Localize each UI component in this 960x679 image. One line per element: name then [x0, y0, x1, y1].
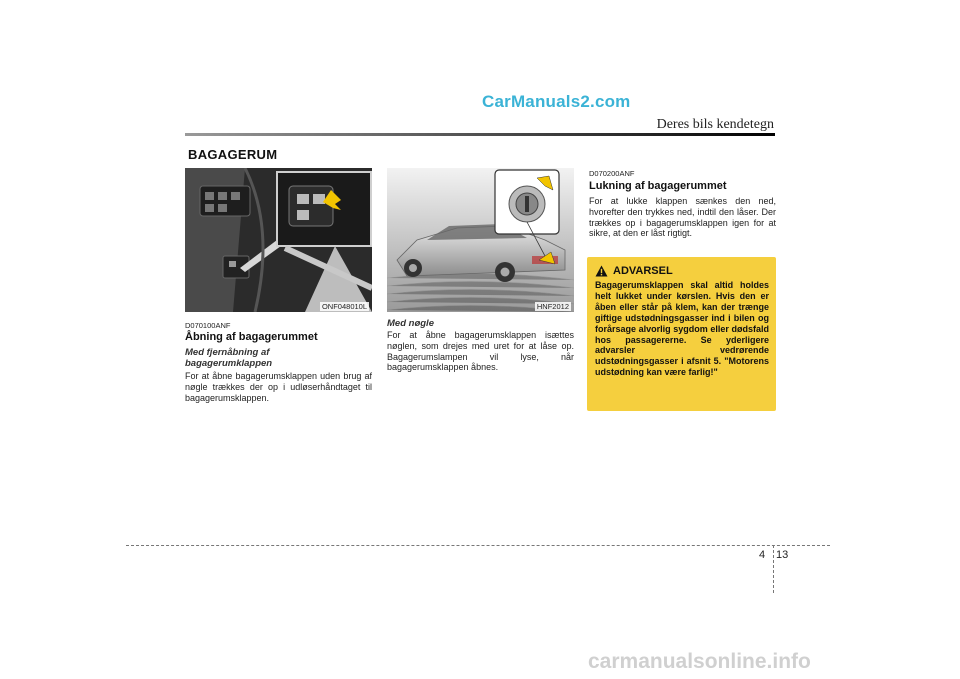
photo-door-release — [185, 168, 372, 312]
chapter-number: 4 — [759, 549, 766, 561]
section-title: BAGAGERUM — [188, 147, 278, 162]
warning-text: Bagagerumsklappen skal altid holdes helt lukket under kørslen. Hvis den er åben eller står på klem, kan der trænge giftige udstødningsgasser ind i bilen og forårsage alvorlig sygdom eller dødsfald hos passagererne. Se yderligere advarsler vedrørende udstødningsgasser i afsnit 5. "Motorens udstødning kan være farlig!" — [595, 280, 769, 378]
photo-car-key — [387, 168, 574, 312]
heading-closing: Lukning af bagagerummet — [589, 180, 727, 192]
body-closing: For at lukke klappen sænkes den ned, hvorefter den trykkes ned, indtil den låser. Der trækkes op i bagagerumsklappen igen for at sikre, at den er låst rigtigt. — [589, 196, 776, 239]
footer-divider — [773, 545, 774, 593]
warning-header — [595, 265, 769, 277]
photo-code-label: ONF048010L — [321, 302, 367, 311]
door-panel-illustration — [185, 168, 372, 312]
body-remote: For at åbne bagagerumsklappen uden brug af nøgle trækkes der op i udløserhåndtaget til bagagerumsklappen. — [185, 371, 372, 403]
warning-title: ADVARSEL — [613, 265, 673, 277]
header-rule — [185, 133, 775, 136]
subheading-remote: Med fjernåbning af bagagerumklappen — [185, 347, 273, 369]
subheading-key: Med nøgle — [387, 318, 434, 329]
warning-box — [587, 257, 776, 411]
watermark-bottom: carmanualsonline.info — [588, 650, 811, 673]
heading-opening: Åbning af bagagerummet — [185, 331, 318, 343]
section-code: D070200ANF — [589, 169, 635, 178]
car-rear-illustration — [387, 168, 574, 312]
running-title: Deres bils kendetegn — [656, 117, 774, 132]
photo-code-label: HNF2012 — [536, 302, 569, 311]
body-key: For at åbne bagagerumsklappen isættes nøglen, som drejes med uret for at låse op. Bagagerumslampen vil lyse, når bagagerumsklappen åbnes. — [387, 330, 574, 373]
page-number: 13 — [776, 549, 789, 561]
footer-rule — [126, 545, 830, 546]
section-code: D070100ANF — [185, 321, 231, 330]
warning-triangle-icon — [595, 265, 608, 277]
watermark-top: CarManuals2.com — [482, 92, 631, 111]
